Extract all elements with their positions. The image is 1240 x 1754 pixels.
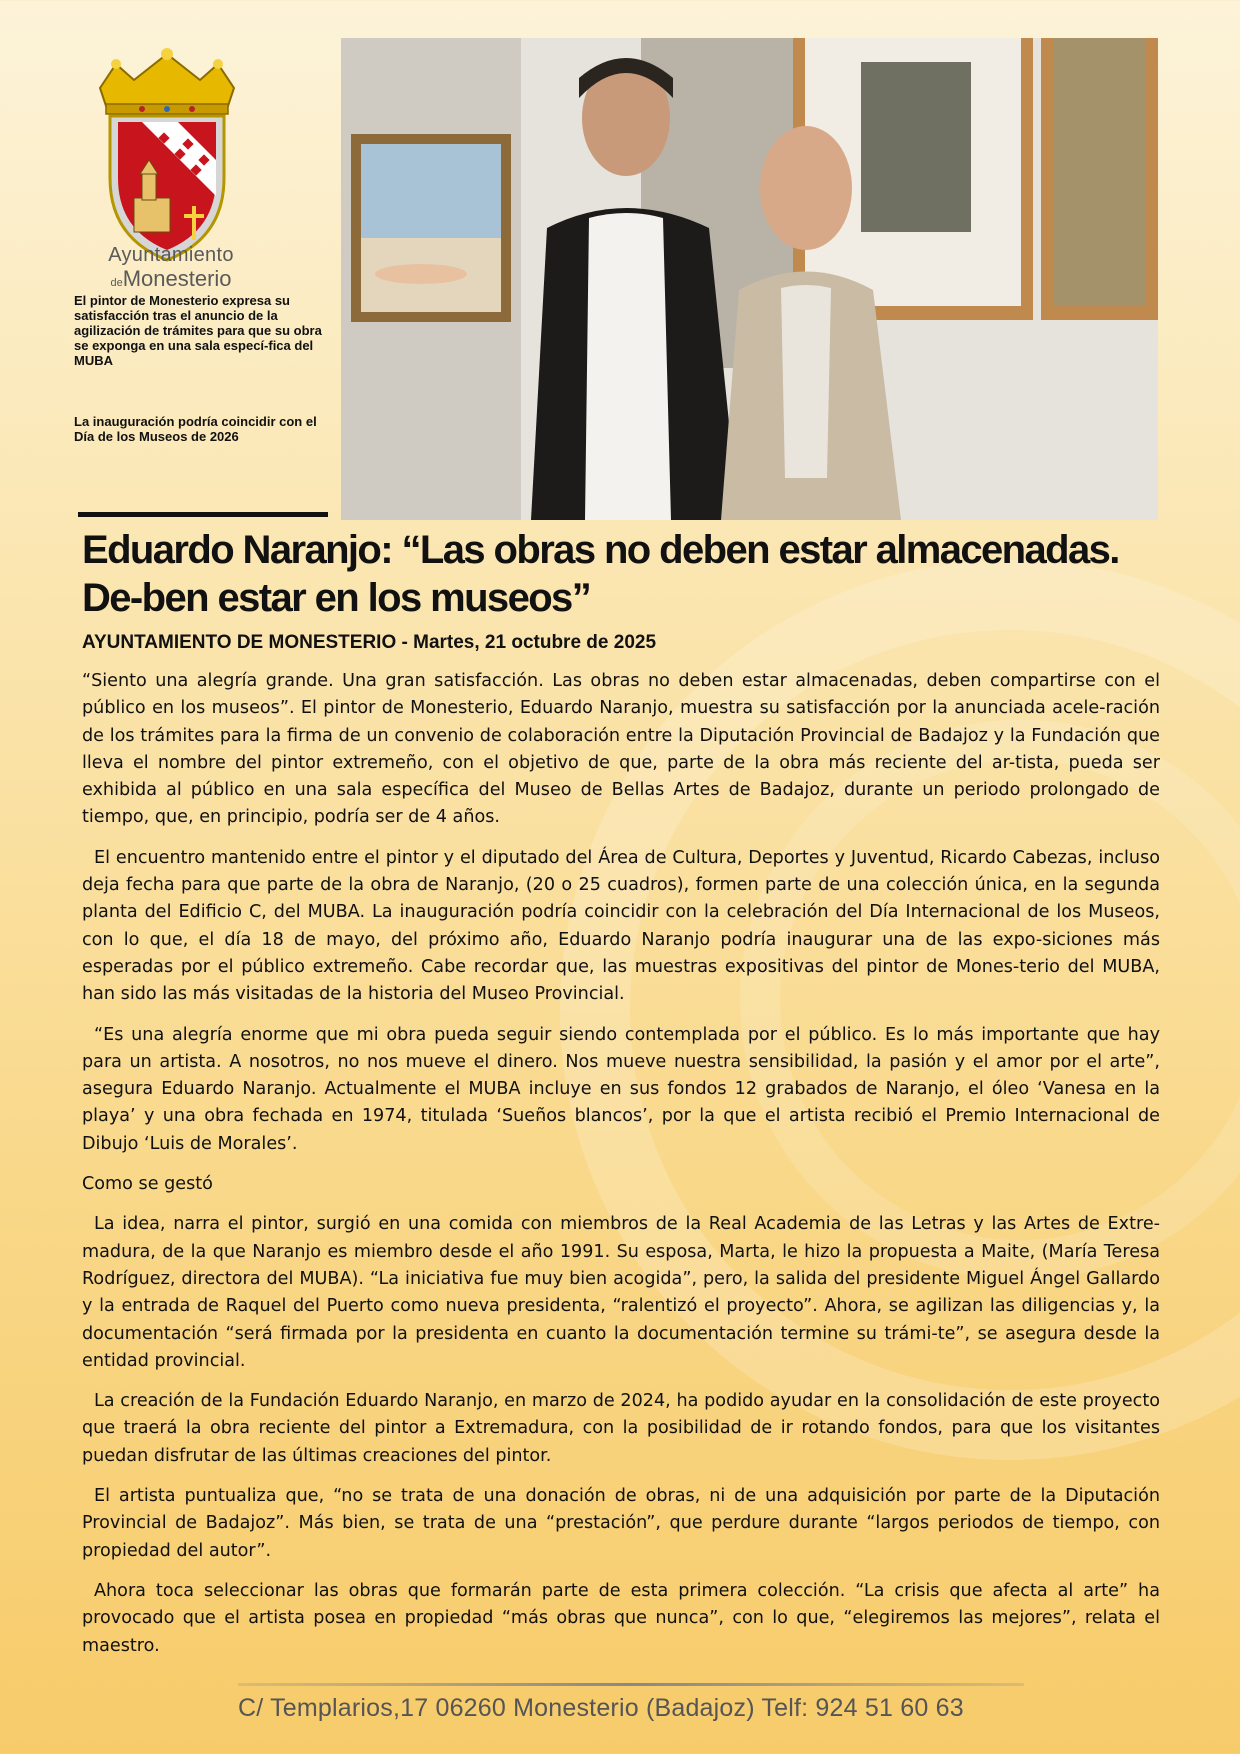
article-body <box>82 668 1160 1673</box>
logo-name-town: Monesterio <box>122 266 232 291</box>
article-paragraph: Ahora toca seleccionar las obras que formarán parte de esta primera colección. “La crisis que afecta al arte” ha provocado que el artista posea en propiedad “más obras que nunca”, con lo que, “elegiremos las mejores”, relata el maestro. <box>82 1580 1160 1656</box>
side-note-summary: El pintor de Monesterio expresa su satisfacción tras el anuncio de la agilización de trámites para que su obra se exponga en una sala especí-fica del MUBA <box>74 293 322 368</box>
article-paragraph: La idea, narra el pintor, surgió en una comida con miembros de la Real Academia de las Letras y las Artes de Extre-madura, de la que Naranjo es miembro desde el año 1991. Su esposa, Marta, le hizo la propuesta a Maite, (María Teresa Rodríguez, directora del MUBA). “La iniciativa fue muy bien acogida”, pero, la salida del presidente Miguel Ángel Gallardo y la entrada de Raquel del Puerto como nueva presidenta, “ralentizó el proyecto”. Ahora, se agilizan las diligencias y, la documentación “será firmada por la presidenta en cuanto la documentación termine su trámi-te”, se asegura desde la entidad provincial. <box>82 1214 1160 1371</box>
article-photo <box>341 38 1158 520</box>
logo-name-line1: Ayuntamiento <box>108 244 234 266</box>
section-subheading: Como se gestó <box>82 1174 213 1195</box>
article-paragraph: “Siento una alegría grande. Una gran satisfacción. Las obras no deben estar almacenadas, deben compartirse con el público en los museos”. El pintor de Monesterio, Eduardo Naranjo, muestra su satisfacción por la anunciada acele-ración de los trámites para la firma de un convenio de colaboración entre la Diputación Provincial de Badajoz y la Fundación que lleva el nombre del pintor extremeño, con el objetivo de que, parte de la obra más reciente del ar-tista, pueda ser exhibida al público en una sala específica del Museo de Bellas Artes de Badajoz, durante un periodo prolongado de tiempo, que, en principio, podría ser de 4 años. <box>82 671 1160 828</box>
shield-icon <box>110 116 224 260</box>
article-paragraph: El artista puntualiza que, “no se trata de una donación de obras, ni de una adquisición por parte de la Diputación Provincial de Badajoz”. Más bien, se trata de una “prestación”, que perdure durante “largos periodos de tiempo, con propiedad del autor”. <box>82 1486 1160 1561</box>
footer-address: C/ Templarios,17 06260 Monesterio (Badajoz) Telf: 924 51 60 63 <box>238 1694 964 1722</box>
page-title: Eduardo Naranjo: “Las obras no deben estar almacenadas. De-ben estar en los museos” <box>82 528 1119 620</box>
byline-source: AYUNTAMIENTO DE MONESTERIO <box>82 632 397 653</box>
logo-name-line2 <box>86 266 256 292</box>
article-paragraph: El encuentro mantenido entre el pintor y el diputado del Área de Cultura, Deportes y Juventud, Ricardo Cabezas, incluso deja fecha para que parte de la obra de Naranjo, (20 o 25 cuadros), formen parte de una colección única, en la segunda planta del Edificio C, del MUBA. La inauguración podría coincidir con la celebración del Día Internacional de los Museos, con lo que, el día 18 de mayo, del próximo año, Eduardo Naranjo podría inaugurar una de las expo-siciones más esperadas por el público extremeño. Cabe recordar que, las muestras expositivas del pintor de Mones-terio del MUBA, han sido las más visitadas de la historia del Museo Provincial. <box>82 847 1160 1005</box>
side-note-highlight: La inauguración podría coincidir con el Día de los Museos de 2026 <box>74 414 317 444</box>
byline-date: Martes, 21 octubre de 2025 <box>413 632 657 653</box>
footer-divider <box>238 1683 1024 1686</box>
article-paragraph: La creación de la Fundación Eduardo Naranjo, en marzo de 2024, ha podido ayudar en la consolidación de este proyecto que traerá la obra reciente del pintor a Extremadura, con la posibilidad de ir rotando fondos, para que los visitantes puedan disfrutar de las últimas creaciones del pintor. <box>82 1391 1160 1466</box>
painting-beach-image <box>351 134 511 322</box>
byline-separator: - <box>396 632 414 653</box>
article-paragraph: “Es una alegría enorme que mi obra pueda seguir siendo contemplada por el público. Es lo más importante que hay para un artista. A nosotros, no nos mueve el dinero. Nos mueve nuestra sensibilidad, la pasión y el amor por el arte”, asegura Eduardo Naranjo. Actualmente el MUBA incluye en sus fondos 12 grabados de Naranjo, el óleo ‘Vanesa en la playa’ y una obra fechada en 1974, titulada ‘Sueños blancos’, por la que el artista recibió el Premio Internacional de Dibujo ‘Luis de Morales’. <box>82 1024 1160 1154</box>
headline-divider <box>78 512 328 517</box>
crown-icon <box>100 48 234 114</box>
byline <box>82 632 1162 654</box>
logo-name-prefix: de <box>110 277 123 289</box>
